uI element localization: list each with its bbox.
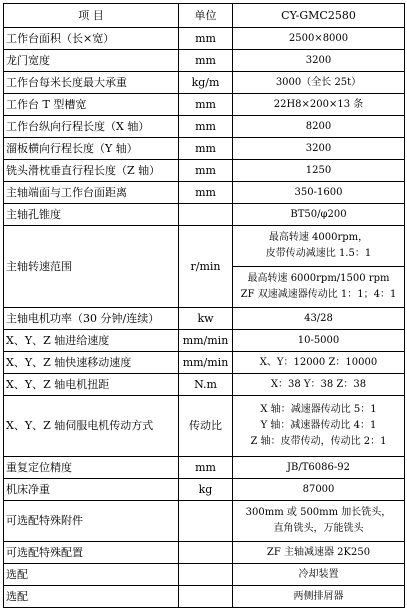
header-item: 项 目 (4, 4, 179, 28)
spec-unit: kg (179, 479, 233, 501)
spec-unit: mm (179, 50, 233, 72)
spec-value: 1250 (233, 160, 405, 182)
header-row (4, 4, 405, 28)
spec-name: 主轴电机功率（30 分钟/连续） (4, 308, 179, 330)
spec-unit: mm/min (179, 352, 233, 374)
table-row (4, 72, 405, 94)
spec-value: 2500×8000 (233, 28, 405, 50)
spec-value: 3000（全长 25t） (233, 72, 405, 94)
spec-value: 两侧排屑器 (233, 586, 405, 608)
spec-name: 工作台每米长度最大承重 (4, 72, 179, 94)
table-row (4, 501, 405, 542)
spec-value (233, 226, 405, 267)
table-row (4, 138, 405, 160)
header-model: CY-GMC2580 (233, 4, 405, 28)
spec-name: 溜板横向行程长度（Y 轴） (4, 138, 179, 160)
spec-unit: mm (179, 160, 233, 182)
spec-name: 主轴转速范围 (4, 226, 179, 308)
spec-name: 主轴端面与工作台面距离 (4, 182, 179, 204)
spec-unit: kg/m (179, 72, 233, 94)
spec-unit (179, 204, 233, 226)
spec-value: X：38 Y：38 Z：38 (233, 374, 405, 396)
value-line: 300mm 或 500mm 加长铣头， (245, 507, 392, 518)
value-line: 直角铣头，万能铣头 (273, 523, 364, 534)
spec-unit (179, 542, 233, 564)
spec-value (233, 501, 405, 542)
value-line: Z 轴：皮带传动，传动比 2：1 (250, 436, 387, 447)
spec-name: 工作台纵向行程长度（X 轴） (4, 116, 179, 138)
spec-name: 龙门宽度 (4, 50, 179, 72)
table-row (4, 352, 405, 374)
spec-unit: mm (179, 116, 233, 138)
spec-unit: mm (179, 28, 233, 50)
spec-unit (179, 564, 233, 586)
spec-name: X、Y、Z 轴快速移动速度 (4, 352, 179, 374)
spec-name: 机床净重 (4, 479, 179, 501)
table-row (4, 542, 405, 564)
spec-name: 铣头滑枕垂直行程长度（Z 轴） (4, 160, 179, 182)
table-row (4, 330, 405, 352)
table-row (4, 182, 405, 204)
spec-value (233, 267, 405, 308)
spec-value: 22H8×200×13 条 (233, 94, 405, 116)
spec-name: X、Y、Z 轴电机扭距 (4, 374, 179, 396)
table-row (4, 308, 405, 330)
table-row (4, 28, 405, 50)
table-row (4, 160, 405, 182)
spec-value: X、Y：12000 Z：10000 (233, 352, 405, 374)
spec-name: X、Y、Z 轴伺服电机传动方式 (4, 396, 179, 457)
spec-value: 87000 (233, 479, 405, 501)
spec-value: BT50/φ200 (233, 204, 405, 226)
spec-unit: mm (179, 182, 233, 204)
spec-name: X、Y、Z 轴进给速度 (4, 330, 179, 352)
spec-unit: mm/min (179, 330, 233, 352)
spec-table (3, 3, 405, 608)
value-line: 最高转速 6000rpm/1500 rpm (247, 273, 390, 284)
spec-name: 工作台面积（长×宽） (4, 28, 179, 50)
spec-name: 选配 (4, 586, 179, 608)
value-line: Y 轴：减速器传动比 4：1 (260, 420, 377, 431)
table-row (4, 374, 405, 396)
spec-value: 10-5000 (233, 330, 405, 352)
table-row (4, 50, 405, 72)
spec-value: 3200 (233, 138, 405, 160)
table-row (4, 479, 405, 501)
spec-value: JB/T6086-92 (233, 457, 405, 479)
table-row (4, 116, 405, 138)
value-line: 皮带传动减速比 1.5：1 (265, 248, 372, 259)
table-row (4, 226, 405, 267)
spec-value: 43/28 (233, 308, 405, 330)
header-unit: 单位 (179, 4, 233, 28)
spec-name: 可选配特殊配置 (4, 542, 179, 564)
table-row (4, 94, 405, 116)
spec-value: 冷却装置 (233, 564, 405, 586)
table-row (4, 204, 405, 226)
spec-unit: mm (179, 138, 233, 160)
spec-name: 主轴孔锥度 (4, 204, 179, 226)
table-row (4, 396, 405, 457)
spec-value (233, 396, 405, 457)
spec-unit: 传动比 (179, 396, 233, 457)
spec-value: 350-1600 (233, 182, 405, 204)
spec-name: 可选配特殊附件 (4, 501, 179, 542)
spec-unit: mm (179, 457, 233, 479)
value-line: ZF 双速减速器传动比 1：1；4：1 (240, 289, 397, 300)
value-line: X 轴：减速器传动比 5：1 (260, 404, 377, 415)
spec-name: 工作台 T 型槽宽 (4, 94, 179, 116)
spec-body (4, 28, 405, 608)
table-row (4, 564, 405, 586)
spec-value: 3200 (233, 50, 405, 72)
spec-unit (179, 586, 233, 608)
spec-unit: mm (179, 94, 233, 116)
spec-unit: r/min (179, 226, 233, 308)
spec-unit: N.m (179, 374, 233, 396)
spec-value: 8200 (233, 116, 405, 138)
value-line: 最高转速 4000rpm， (268, 232, 369, 243)
spec-name: 重复定位精度 (4, 457, 179, 479)
table-row (4, 457, 405, 479)
spec-value: ZF 主轴减速器 2K250 (233, 542, 405, 564)
spec-unit: kw (179, 308, 233, 330)
table-row (4, 586, 405, 608)
spec-name: 选配 (4, 564, 179, 586)
spec-unit (179, 501, 233, 542)
